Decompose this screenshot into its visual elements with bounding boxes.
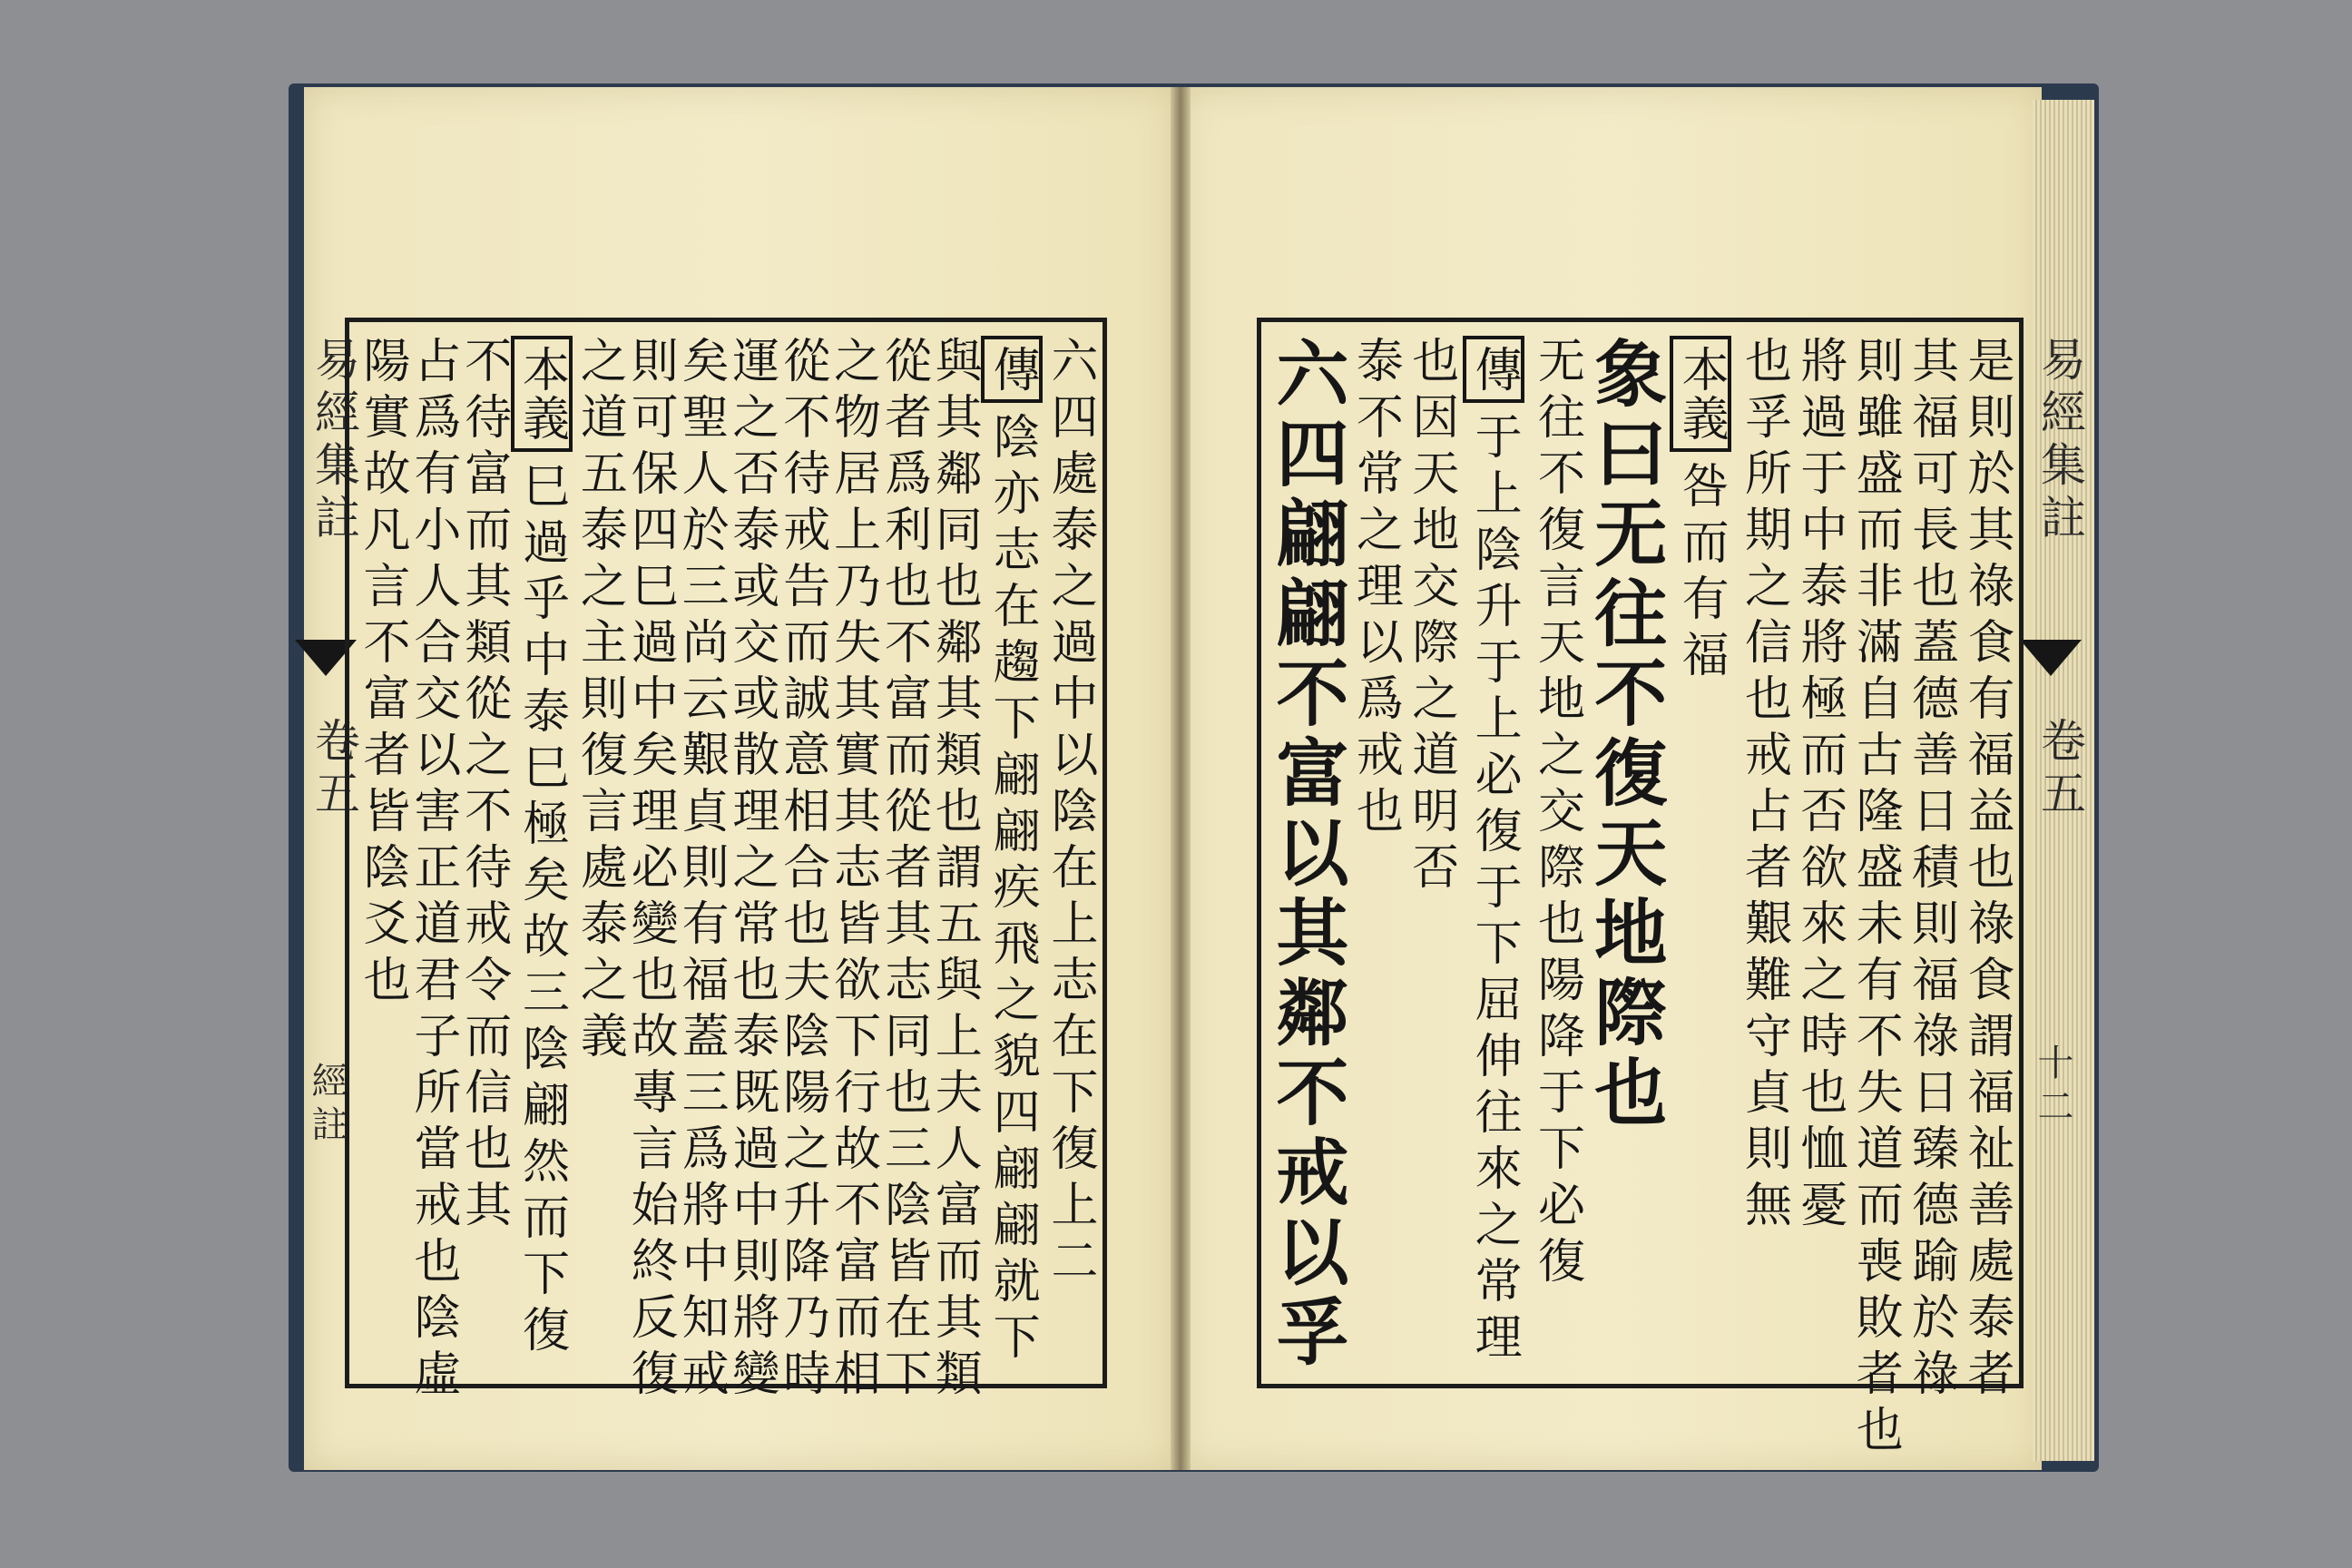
text-column [572, 336, 627, 1375]
column-text: 則雖盛而非滿自古隆盛未有不失道而喪敗者也 [1847, 336, 1903, 1461]
text-column [405, 336, 460, 1405]
column-text: 陽實故凡言不富者皆陰爻也 [355, 336, 409, 1011]
column-text: 无往不復言天地之交際也陽降于下必復 [1529, 336, 1584, 1292]
left-margin-tail: 經註 [306, 1062, 348, 1149]
text-column [1582, 336, 1668, 1375]
column-text: 運之否泰或交或散理之常也泰既過中則將變 [723, 336, 779, 1405]
text-column [723, 336, 779, 1405]
text-column [825, 336, 880, 1405]
left-margin-title: 易經集註 [308, 336, 360, 546]
column-text: 矣聖人於三尚云艱貞則有福蓋三爲將中知戒 [673, 336, 729, 1405]
column-text: 與其鄰同也鄰其類也謂五與上夫人富而其類 [926, 336, 982, 1405]
column-text: 六四處泰之過中以陰在上志在下復上二 [1042, 336, 1097, 1292]
text-column [926, 336, 982, 1405]
text-column [511, 336, 573, 1375]
text-column [981, 336, 1043, 1375]
commentary-label-box: 傳 [1463, 336, 1524, 403]
text-column [1264, 336, 1349, 1375]
column-text: 陰亦志在趨下翩翩疾飛之貌四翩翩就下 [985, 412, 1040, 1368]
text-column [1791, 336, 1847, 1375]
text-column [774, 336, 829, 1405]
text-column [1529, 336, 1584, 1375]
commentary-label-box: 本義 [1670, 336, 1731, 452]
text-column [456, 336, 511, 1375]
column-text: 也孚所期之信也戒占者艱難守貞則無 [1736, 336, 1791, 1236]
column-text: 不待富而其類從之不待戒令而信也其 [456, 336, 511, 1236]
text-column [1903, 336, 1958, 1405]
text-column [1958, 336, 2014, 1405]
right-margin-volume: 卷五 [2034, 717, 2086, 822]
text-column [1670, 336, 1731, 1375]
column-text: 象曰无往不復天地際也 [1582, 336, 1668, 1134]
commentary-label-box: 本義 [511, 336, 573, 452]
right-margin-title: 易經集註 [2034, 336, 2086, 546]
text-column [673, 336, 729, 1405]
right-margin-tail: 十二 [2032, 1044, 2073, 1131]
column-text: 將過于中泰將極而否欲來之時也恤憂 [1791, 336, 1847, 1236]
column-text: 其福可長也蓋德善日積則福祿日臻德踰於祿 [1903, 336, 1958, 1405]
column-text: 從不待戒告而誠意相合也夫陰陽之升降乃時 [774, 336, 829, 1405]
left-margin-volume: 卷五 [308, 717, 360, 822]
column-text: 從者爲利也不富而從者其志同也三陰皆在下 [876, 336, 931, 1405]
text-column [355, 336, 409, 1375]
book-gutter [1171, 87, 1191, 1470]
column-text: 泰不常之理以爲戒也 [1348, 336, 1403, 842]
column-text: 是則於其祿食有福益也祿食謂福祉善處泰者 [1958, 336, 2014, 1405]
column-text: 巳過乎中泰巳極矣故三陰翩然而下復 [514, 461, 569, 1361]
text-column [1042, 336, 1097, 1375]
text-column [1348, 336, 1403, 1375]
column-text: 咎而有福 [1673, 461, 1729, 686]
text-column [876, 336, 931, 1405]
column-text: 于上陰升于上必復于下屈伸往來之常理 [1466, 412, 1522, 1368]
column-text: 也因天地交際之道明否 [1403, 336, 1458, 898]
left-text-columns [355, 336, 1097, 1405]
fold-mark [2020, 640, 2082, 676]
text-column [1403, 336, 1458, 1375]
right-text-columns [1264, 336, 2014, 1461]
text-column [1463, 336, 1524, 1375]
commentary-label-box: 傳 [981, 336, 1043, 403]
column-text: 之物居上乃失其實其志皆欲下行故不富而相 [825, 336, 880, 1405]
column-text: 占爲有小人合交以害正道君子所當戒也陰虛 [405, 336, 460, 1405]
text-column [1847, 336, 1903, 1461]
column-text: 則可保四巳過中矣理必變也故專言始終反復 [622, 336, 678, 1405]
text-column [622, 336, 678, 1405]
column-text: 六四翩翩不富以其鄰不戒以孚 [1264, 336, 1349, 1374]
column-text: 之道五泰之主則復言處泰之義 [572, 336, 627, 1067]
text-column [1736, 336, 1791, 1375]
